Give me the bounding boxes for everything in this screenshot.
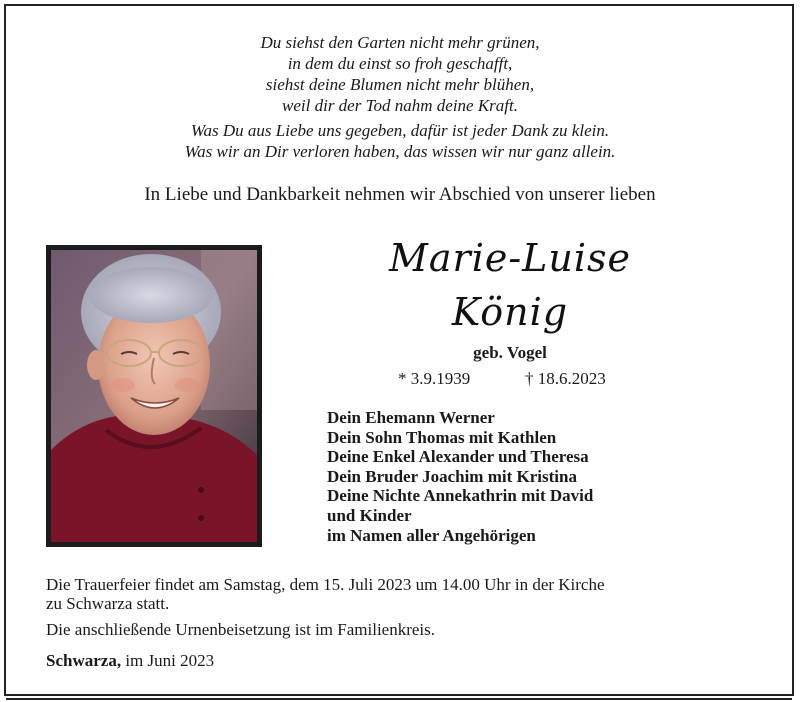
poem-stanza-2 (0, 120, 800, 162)
place-date (46, 651, 214, 671)
poem-line: Was wir an Dir verloren haben, das wissen wir nur ganz allein. (184, 142, 616, 161)
poem-line: Du siehst den Garten nicht mehr grünen, (260, 33, 540, 52)
portrait-frame (46, 245, 262, 547)
family-member: Deine Nichte Annekathrin mit David (327, 486, 594, 506)
last-name: König (451, 290, 569, 334)
funeral-info-line: zu Schwarza statt. (46, 594, 170, 613)
portrait-photo (51, 250, 257, 542)
family-member: im Namen aller Angehörigen (327, 525, 536, 545)
family-member: Deine Enkel Alexander und Theresa (327, 447, 589, 467)
poem-line: weil dir der Tod nahm deine Kraft. (282, 96, 518, 115)
poem-line: in dem du einst so froh geschafft, (287, 54, 513, 73)
closing-date: im Juni 2023 (125, 651, 215, 670)
family-list (327, 408, 593, 545)
family-member: Dein Ehemann Werner (327, 408, 495, 427)
poem-line: siehst deine Blumen nicht mehr blühen, (265, 75, 535, 94)
place: Schwarza, (46, 651, 122, 670)
poem-stanza-1 (0, 32, 800, 116)
death-date: † 18.6.2023 (525, 369, 606, 388)
family-member: Dein Bruder Joachim mit Kristina (327, 466, 577, 486)
family-member: und Kinder (327, 505, 412, 525)
family-member: Dein Sohn Thomas mit Kathlen (327, 427, 557, 447)
funeral-info-line: Die Trauerfeier findet am Samstag, dem 15. Juli 2023 um 14.00 Uhr in der Kirche (46, 575, 605, 594)
birth-date: * 3.9.1939 (398, 369, 471, 388)
intro-text: In Liebe und Dankbarkeit nehmen wir Abschied von unserer lieben (144, 184, 656, 205)
poem-line: Was Du aus Liebe uns gegeben, dafür ist jeder Dank zu klein. (190, 121, 610, 140)
maiden-name: geb. Vogel (473, 343, 547, 362)
first-name: Marie-Luise (388, 236, 632, 280)
urn-burial-info: Die anschließende Urnenbeisetzung ist im Familienkreis. (46, 620, 436, 639)
